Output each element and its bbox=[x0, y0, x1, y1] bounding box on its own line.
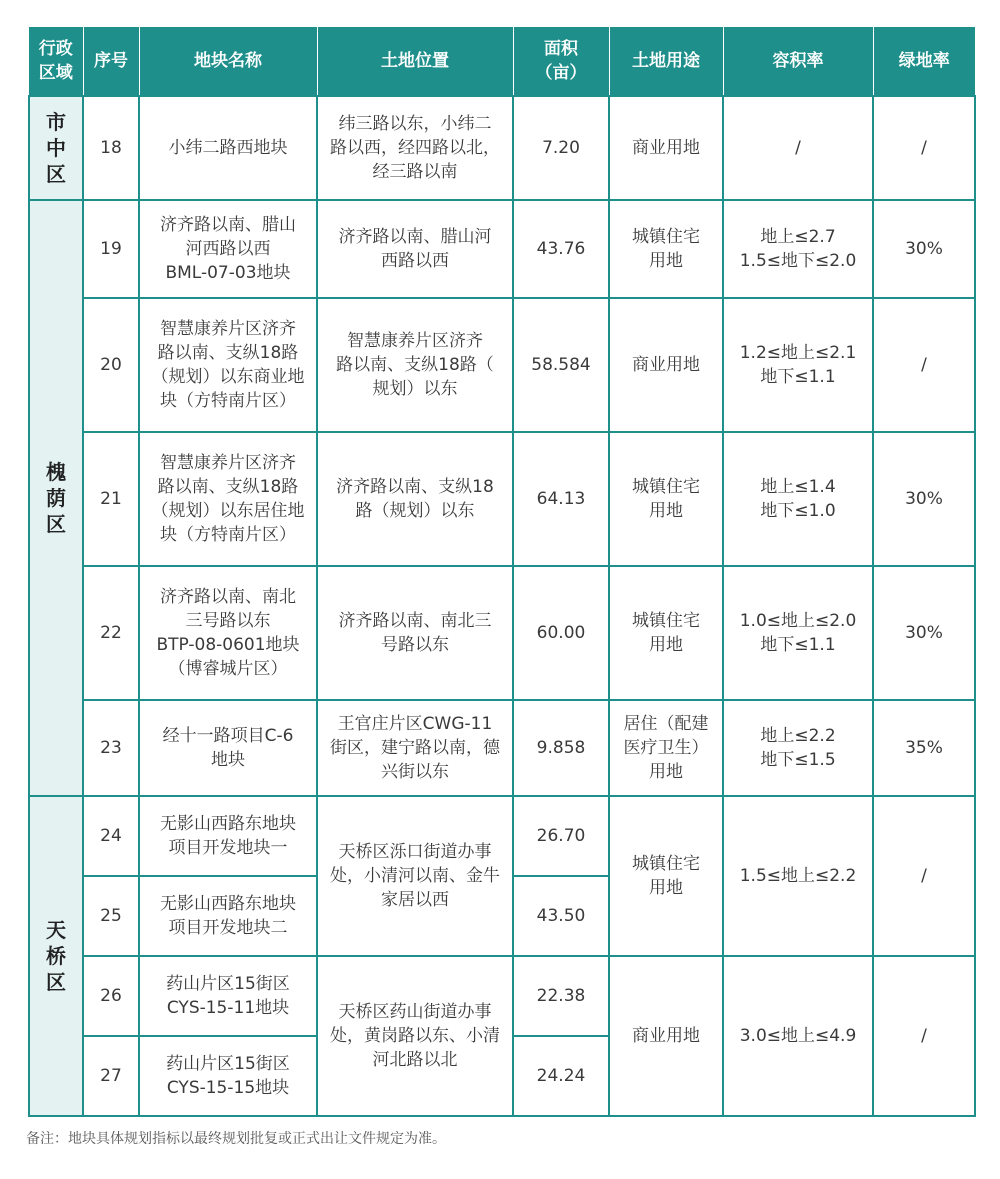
cell-green: 30% bbox=[873, 200, 975, 298]
table-row bbox=[29, 298, 975, 432]
header-far: 容积率 bbox=[723, 27, 873, 96]
table-row bbox=[29, 432, 975, 566]
cell-no: 18 bbox=[83, 96, 139, 200]
table-row bbox=[29, 796, 975, 876]
cell-no: 22 bbox=[83, 566, 139, 700]
header-use: 土地用途 bbox=[609, 27, 723, 96]
cell-green: / bbox=[873, 298, 975, 432]
cell-location: 智慧康养片区济齐 路以南、支纵18路（ 规划）以东 bbox=[317, 298, 513, 432]
cell-far: 地上≤2.2 地下≤1.5 bbox=[723, 700, 873, 796]
cell-location: 王官庄片区CWG-11 街区，建宁路以南，德 兴街以东 bbox=[317, 700, 513, 796]
cell-green: 35% bbox=[873, 700, 975, 796]
cell-use: 商业用地 bbox=[609, 298, 723, 432]
cell-area: 26.70 bbox=[513, 796, 609, 876]
cell-use-merged-2: 商业用地 bbox=[609, 956, 723, 1116]
land-parcel-table-wrapper bbox=[28, 27, 974, 1117]
cell-no: 24 bbox=[83, 796, 139, 876]
cell-use: 城镇住宅 用地 bbox=[609, 200, 723, 298]
cell-use: 城镇住宅 用地 bbox=[609, 566, 723, 700]
cell-far: 地上≤2.7 1.5≤地下≤2.0 bbox=[723, 200, 873, 298]
cell-name: 无影山西路东地块 项目开发地块一 bbox=[139, 796, 317, 876]
cell-location: 济齐路以南、南北三 号路以东 bbox=[317, 566, 513, 700]
cell-green: / bbox=[873, 96, 975, 200]
cell-area: 24.24 bbox=[513, 1036, 609, 1116]
cell-green: 30% bbox=[873, 566, 975, 700]
cell-use: 城镇住宅 用地 bbox=[609, 432, 723, 566]
cell-area: 43.50 bbox=[513, 876, 609, 956]
cell-name: 智慧康养片区济齐 路以南、支纵18路 （规划）以东商业地 块（方特南片区） bbox=[139, 298, 317, 432]
cell-area: 43.76 bbox=[513, 200, 609, 298]
cell-green-merged-2: / bbox=[873, 956, 975, 1116]
table-row bbox=[29, 96, 975, 200]
cell-use-merged-1: 城镇住宅 用地 bbox=[609, 796, 723, 956]
cell-far: / bbox=[723, 96, 873, 200]
table-row bbox=[29, 956, 975, 1036]
cell-name: 智慧康养片区济齐 路以南、支纵18路 （规划）以东居住地 块（方特南片区） bbox=[139, 432, 317, 566]
cell-no: 25 bbox=[83, 876, 139, 956]
cell-far: 1.0≤地上≤2.0 地下≤1.1 bbox=[723, 566, 873, 700]
cell-far: 地上≤1.4 地下≤1.0 bbox=[723, 432, 873, 566]
header-row bbox=[29, 27, 975, 96]
cell-name: 无影山西路东地块 项目开发地块二 bbox=[139, 876, 317, 956]
cell-location: 纬三路以东，小纬二 路以西，经四路以北， 经三路以南 bbox=[317, 96, 513, 200]
district-cell-huaiyin: 槐荫区 bbox=[29, 200, 83, 796]
header-green: 绿地率 bbox=[873, 27, 975, 96]
cell-no: 27 bbox=[83, 1036, 139, 1116]
cell-name: 济齐路以南、腊山 河西路以西 BML-07-03地块 bbox=[139, 200, 317, 298]
cell-use: 商业用地 bbox=[609, 96, 723, 200]
district-cell-tianqiao: 天桥区 bbox=[29, 796, 83, 1116]
cell-far: 1.2≤地上≤2.1 地下≤1.1 bbox=[723, 298, 873, 432]
cell-area: 58.584 bbox=[513, 298, 609, 432]
cell-use: 居住（配建 医疗卫生） 用地 bbox=[609, 700, 723, 796]
cell-location-merged-1: 天桥区泺口街道办事 处，小清河以南、金牛 家居以西 bbox=[317, 796, 513, 956]
cell-green: 30% bbox=[873, 432, 975, 566]
land-parcel-table bbox=[28, 27, 976, 1117]
cell-no: 23 bbox=[83, 700, 139, 796]
header-name: 地块名称 bbox=[139, 27, 317, 96]
cell-area: 60.00 bbox=[513, 566, 609, 700]
cell-name: 经十一路项目C-6 地块 bbox=[139, 700, 317, 796]
header-area: 面积 （亩） bbox=[513, 27, 609, 96]
district-cell-shizhong: 市中区 bbox=[29, 96, 83, 200]
cell-no: 21 bbox=[83, 432, 139, 566]
table-row bbox=[29, 566, 975, 700]
cell-green-merged-1: / bbox=[873, 796, 975, 956]
cell-name: 小纬二路西地块 bbox=[139, 96, 317, 200]
cell-location: 济齐路以南、腊山河 西路以西 bbox=[317, 200, 513, 298]
cell-name: 药山片区15街区 CYS-15-11地块 bbox=[139, 956, 317, 1036]
table-row bbox=[29, 700, 975, 796]
table-row bbox=[29, 200, 975, 298]
cell-name: 药山片区15街区 CYS-15-15地块 bbox=[139, 1036, 317, 1116]
cell-area: 7.20 bbox=[513, 96, 609, 200]
header-no: 序号 bbox=[83, 27, 139, 96]
footnote: 备注：地块具体规划指标以最终规划批复或正式出让文件规定为准。 bbox=[26, 1131, 446, 1147]
cell-far-merged-2: 3.0≤地上≤4.9 bbox=[723, 956, 873, 1116]
cell-area: 64.13 bbox=[513, 432, 609, 566]
cell-location: 济齐路以南、支纵18 路（规划）以东 bbox=[317, 432, 513, 566]
cell-area: 22.38 bbox=[513, 956, 609, 1036]
cell-no: 20 bbox=[83, 298, 139, 432]
header-location: 土地位置 bbox=[317, 27, 513, 96]
header-district: 行政 区域 bbox=[29, 27, 83, 96]
cell-no: 26 bbox=[83, 956, 139, 1036]
cell-no: 19 bbox=[83, 200, 139, 298]
cell-location-merged-2: 天桥区药山街道办事 处，黄岗路以东、小清 河北路以北 bbox=[317, 956, 513, 1116]
cell-far-merged-1: 1.5≤地上≤2.2 bbox=[723, 796, 873, 956]
cell-name: 济齐路以南、南北 三号路以东 BTP-08-0601地块 （博睿城片区） bbox=[139, 566, 317, 700]
cell-area: 9.858 bbox=[513, 700, 609, 796]
